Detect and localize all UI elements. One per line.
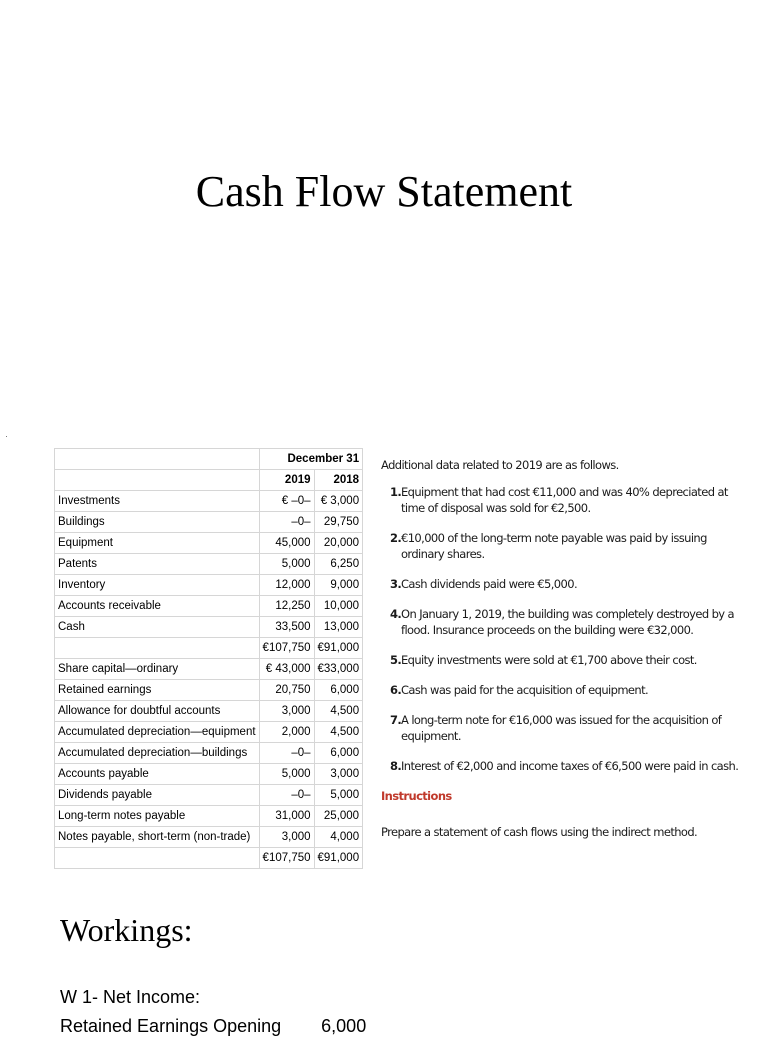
value-2019: €107,750 bbox=[259, 848, 314, 869]
row-label: Dividends payable bbox=[55, 785, 260, 806]
item-number: 8. bbox=[390, 759, 402, 773]
value-2018: 6,000 bbox=[314, 680, 363, 701]
table-row bbox=[55, 785, 363, 806]
row-label: Long-term notes payable bbox=[55, 806, 260, 827]
value-2018: 3,000 bbox=[314, 764, 363, 785]
value-2019: 45,000 bbox=[259, 533, 314, 554]
value-2019: 5,000 bbox=[259, 764, 314, 785]
table-row bbox=[55, 743, 363, 764]
item-number: 3. bbox=[390, 577, 402, 591]
value-2019: 31,000 bbox=[259, 806, 314, 827]
item-number: 6. bbox=[390, 683, 402, 697]
row-label: Accumulated depreciation—equipment bbox=[55, 722, 260, 743]
item-number: 2. bbox=[390, 531, 402, 545]
working-1-line: Retained Earnings Opening 6,000 bbox=[60, 1016, 367, 1036]
item-number: 7. bbox=[390, 713, 402, 727]
value-2019: 3,000 bbox=[259, 701, 314, 722]
additional-data-panel bbox=[381, 457, 751, 840]
workings-heading: Workings: bbox=[60, 912, 193, 948]
row-label: Inventory bbox=[55, 575, 260, 596]
row-label: Buildings bbox=[55, 512, 260, 533]
value-2018: 13,000 bbox=[314, 617, 363, 638]
item-text: Cash was paid for the acquisition of equipment. bbox=[401, 683, 649, 697]
item-text: A long-term note for €16,000 was issued for the acquisition of equipment. bbox=[401, 713, 722, 743]
table-header-row bbox=[55, 449, 363, 470]
value-2018: 4,500 bbox=[314, 701, 363, 722]
row-label: Accounts payable bbox=[55, 764, 260, 785]
row-label: Patents bbox=[55, 554, 260, 575]
list-item bbox=[381, 484, 751, 516]
list-item bbox=[381, 758, 751, 774]
value-2019: 12,250 bbox=[259, 596, 314, 617]
value-2019: €107,750 bbox=[259, 638, 314, 659]
table-row bbox=[55, 701, 363, 722]
row-label bbox=[55, 638, 260, 659]
table-row bbox=[55, 596, 363, 617]
item-text: Equipment that had cost €11,000 and was 40% depreciated at time of disposal was sold for €2,500. bbox=[401, 485, 728, 515]
value-2019: –0– bbox=[259, 785, 314, 806]
value-2019: 3,000 bbox=[259, 827, 314, 848]
item-text: On January 1, 2019, the building was completely destroyed by a flood. Insurance proceeds on the building were €32,000. bbox=[401, 607, 735, 637]
list-item bbox=[381, 576, 751, 592]
row-label: Equipment bbox=[55, 533, 260, 554]
period-header: December 31 bbox=[259, 449, 363, 470]
item-text: Cash dividends paid were €5,000. bbox=[401, 577, 577, 591]
instructions-text: Prepare a statement of cash flows using the indirect method. bbox=[381, 825, 698, 839]
value-2019: 5,000 bbox=[259, 554, 314, 575]
working-1-heading: W 1- Net Income: bbox=[60, 987, 201, 1007]
value-2018: 4,000 bbox=[314, 827, 363, 848]
value-2018: 5,000 bbox=[314, 785, 363, 806]
table-row bbox=[55, 512, 363, 533]
value-2019: –0– bbox=[259, 743, 314, 764]
table-year-row bbox=[55, 470, 363, 491]
value-2019: 20,750 bbox=[259, 680, 314, 701]
table-row bbox=[55, 533, 363, 554]
value-2019: 12,000 bbox=[259, 575, 314, 596]
value-2018: 6,000 bbox=[314, 743, 363, 764]
value-2018: 9,000 bbox=[314, 575, 363, 596]
table-row bbox=[55, 806, 363, 827]
list-item bbox=[381, 530, 751, 562]
header-blank-cell bbox=[55, 449, 260, 470]
list-item bbox=[381, 606, 751, 638]
item-number: 4. bbox=[390, 607, 402, 621]
value-2018: 6,250 bbox=[314, 554, 363, 575]
item-text: Interest of €2,000 and income taxes of €6,500 were paid in cash. bbox=[401, 759, 739, 773]
table-total-row bbox=[55, 848, 363, 869]
stray-mark bbox=[6, 436, 7, 437]
row-label: Accounts receivable bbox=[55, 596, 260, 617]
year-2019-header: 2019 bbox=[259, 470, 314, 491]
value-2018: 20,000 bbox=[314, 533, 363, 554]
value-2018: €33,000 bbox=[314, 659, 363, 680]
table-row bbox=[55, 617, 363, 638]
value-2018: 10,000 bbox=[314, 596, 363, 617]
table-row bbox=[55, 827, 363, 848]
item-number: 1. bbox=[390, 485, 402, 499]
value-2018: 29,750 bbox=[314, 512, 363, 533]
value-2018: 4,500 bbox=[314, 722, 363, 743]
table-row bbox=[55, 554, 363, 575]
value-2019: 2,000 bbox=[259, 722, 314, 743]
table-row bbox=[55, 764, 363, 785]
value-2018: € 3,000 bbox=[314, 491, 363, 512]
row-label: Cash bbox=[55, 617, 260, 638]
value-2018: €91,000 bbox=[314, 848, 363, 869]
value-2019: € –0– bbox=[259, 491, 314, 512]
value-2019: 33,500 bbox=[259, 617, 314, 638]
table-row bbox=[55, 722, 363, 743]
list-item bbox=[381, 652, 751, 668]
instructions-heading: Instructions bbox=[381, 789, 452, 803]
list-item bbox=[381, 712, 751, 744]
table-row bbox=[55, 680, 363, 701]
table-total-row bbox=[55, 638, 363, 659]
value-2018: 25,000 bbox=[314, 806, 363, 827]
table-row bbox=[55, 659, 363, 680]
header-blank-cell bbox=[55, 470, 260, 491]
table-row bbox=[55, 575, 363, 596]
table-row bbox=[55, 491, 363, 512]
item-text: €10,000 of the long-term note payable was paid by issuing ordinary shares. bbox=[401, 531, 707, 561]
value-2018: €91,000 bbox=[314, 638, 363, 659]
balance-sheet-body bbox=[55, 449, 363, 869]
page-title: Cash Flow Statement bbox=[195, 167, 573, 216]
additional-data-intro: Additional data related to 2019 are as follows. bbox=[381, 458, 619, 472]
balance-sheet-table bbox=[54, 448, 363, 869]
row-label bbox=[55, 848, 260, 869]
row-label: Notes payable, short-term (non-trade) bbox=[55, 827, 260, 848]
row-label: Accumulated depreciation—buildings bbox=[55, 743, 260, 764]
year-2018-header: 2018 bbox=[314, 470, 363, 491]
row-label: Retained earnings bbox=[55, 680, 260, 701]
item-number: 5. bbox=[390, 653, 402, 667]
item-text: Equity investments were sold at €1,700 above their cost. bbox=[401, 653, 697, 667]
row-label: Allowance for doubtful accounts bbox=[55, 701, 260, 722]
row-label: Investments bbox=[55, 491, 260, 512]
value-2019: –0– bbox=[259, 512, 314, 533]
list-item bbox=[381, 682, 751, 698]
value-2019: € 43,000 bbox=[259, 659, 314, 680]
additional-data-list bbox=[381, 484, 751, 774]
row-label: Share capital—ordinary bbox=[55, 659, 260, 680]
